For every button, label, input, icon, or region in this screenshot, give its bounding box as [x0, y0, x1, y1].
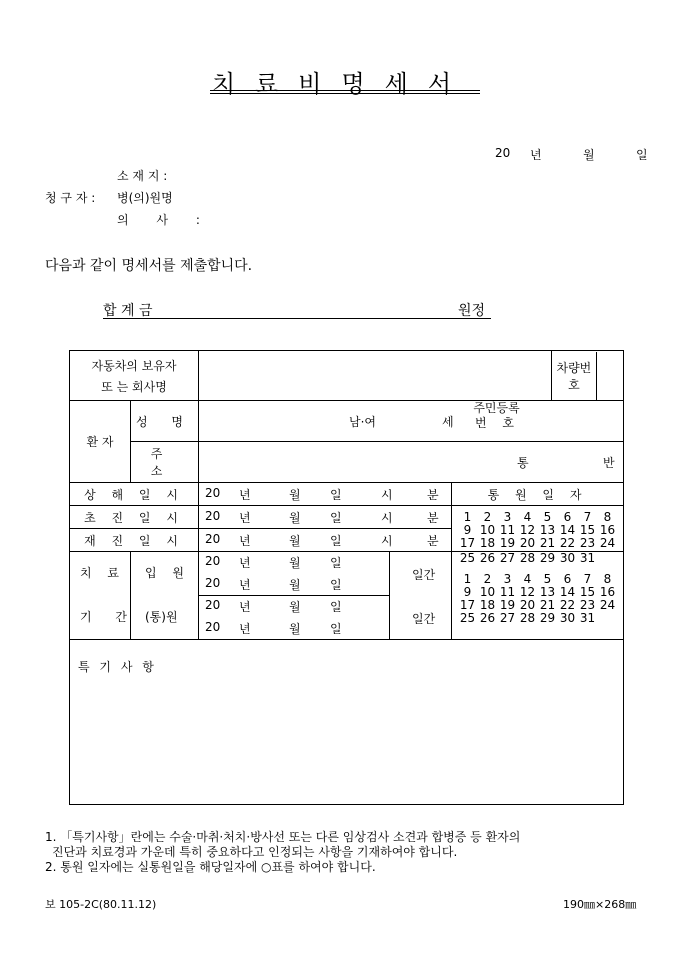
name-label: 성 명: [131, 401, 199, 442]
gender-label: 남·여: [349, 415, 376, 429]
car-number-label: 차량번호: [552, 352, 596, 400]
title-underline-2: [210, 93, 480, 94]
calendar-row: 9 10 11 12 13 14 15 16: [463, 585, 616, 599]
owner-value[interactable]: [199, 351, 552, 401]
remarks-label: 특 기 사 항: [78, 660, 157, 674]
total-suffix: 원정: [458, 303, 486, 319]
outpatient-label: (통)원: [145, 610, 178, 624]
outpatient-days-label: 통 원 일 자: [452, 483, 624, 506]
owner-label-cell: 자동차의 보유자 또 는 회사명: [70, 351, 199, 401]
remarks-section[interactable]: [70, 640, 624, 805]
date-year-prefix: 20: [495, 146, 511, 160]
title-underline: [210, 90, 480, 91]
calendar-row: 9 10 11 12 13 14 15 16: [463, 523, 616, 537]
document-title: 치료비명세서: [211, 70, 472, 98]
calendar-row: 25 26 27 28 29 30 31: [459, 611, 596, 625]
car-number-value[interactable]: [596, 352, 623, 400]
treatment-period-value[interactable]: 20 년 월 일 20 년 월 일 일간 20 년 월 일 20 년 월 일 일간: [199, 552, 452, 640]
tong-label: 통: [517, 456, 529, 470]
claimant-label: 청 구 자 :: [45, 191, 96, 205]
calendar-row: 25 26 27 28 29 30 31: [459, 551, 596, 565]
treatment-period-label: 치 료 기 간: [70, 552, 131, 640]
calendar-row: 1 2 3 4 5 6 7 8: [463, 572, 612, 586]
total-underline: [103, 318, 491, 319]
injury-date-value[interactable]: 20 년 월 일 시 분: [199, 483, 452, 506]
injury-date-label: 상 해 일 시: [70, 483, 199, 506]
address-label: 주 소: [131, 442, 199, 483]
patient-label: 환 자: [70, 401, 131, 483]
outpatient-calendar-1: [452, 506, 624, 552]
first-visit-value[interactable]: 20 년 월 일 시 분: [199, 506, 452, 529]
date-day: 일: [636, 148, 648, 162]
paper-size: 190㎜×268㎜: [563, 898, 637, 911]
note-1-cont: 진단과 치료경과 가운데 특히 중요하다고 인정되는 사항을 기재하여야 합니다.: [52, 845, 458, 859]
revisit-value[interactable]: 20 년 월 일 시 분: [199, 529, 452, 552]
form-code: 보 105-2C(80.11.12): [45, 898, 157, 911]
first-visit-label: 초 진 일 시: [70, 506, 199, 529]
doctor-label: 의 사 :: [117, 213, 212, 227]
calendar-row: 17 18 19 20 21 22 23 24: [459, 536, 616, 550]
date-year: 년: [530, 148, 542, 162]
resident-number-label: 주민등록 번 호: [473, 401, 520, 430]
calendar-row: 1 2 3 4 5 6 7 8: [463, 510, 612, 524]
inpatient-label: 입 원: [145, 566, 190, 580]
revisit-label: 재 진 일 시: [70, 529, 199, 552]
claim-table: [69, 350, 624, 805]
intro-text: 다음과 같이 명세서를 제출합니다.: [45, 258, 253, 274]
age-suffix: 세: [442, 415, 454, 429]
note-2: 2. 통원 일자에는 실통원일을 해당일자에 ○표를 하여야 합니다.: [45, 860, 376, 874]
outpatient-calendar-2: [452, 552, 624, 640]
hospital-label: 병(의)원명: [117, 191, 173, 205]
date-month: 월: [583, 148, 595, 162]
ban-label: 반: [603, 456, 615, 470]
note-1: 1. 「특기사항」란에는 수술·마취·처치·방사선 또는 다른 임상검사 소견과 합병증 등 환자의: [45, 830, 521, 844]
calendar-row: 17 18 19 20 21 22 23 24: [459, 598, 616, 612]
total-label: 합 계 금: [103, 303, 153, 319]
location-label: 소 재 지 :: [117, 169, 168, 183]
